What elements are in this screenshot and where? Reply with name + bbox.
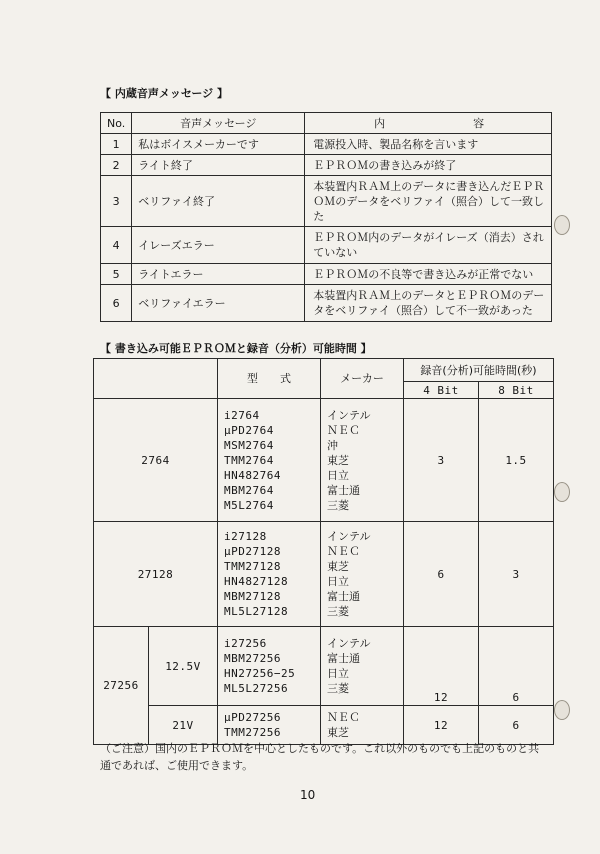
time-8bit: 1.5 — [479, 399, 554, 522]
row-no: 2 — [101, 155, 132, 176]
time-4bit: 12 — [404, 627, 479, 706]
table-row — [101, 176, 552, 227]
time-8bit: 6 — [479, 706, 554, 745]
header-4bit: 4 Bit — [404, 382, 479, 399]
row-no: 4 — [101, 227, 132, 264]
row-no: 6 — [101, 285, 132, 322]
punch-hole-icon — [554, 215, 570, 235]
table-header-row — [94, 359, 554, 382]
section2-title: 【 書き込み可能ＥＰＲＯＭと録音（分析）可能時間 】 — [100, 342, 372, 355]
voltage-label: 21V — [149, 706, 218, 745]
row-no: 1 — [101, 134, 132, 155]
table-row — [101, 285, 552, 322]
voice-message-table — [100, 112, 552, 322]
eprom-types: i27256 MBM27256 HN27256−25 ML5L27256 — [218, 627, 321, 706]
eprom-types: μPD27256 TMM27256 — [218, 706, 321, 745]
row-content: ＥＰＲＯＭの書き込みが終了 — [305, 155, 552, 176]
header-voice-message: 音声メッセージ — [132, 113, 305, 134]
row-content: ＥＰＲＯＭの不良等で書き込みが正常でない — [305, 264, 552, 285]
header-time: 録音(分析)可能時間(秒) — [404, 359, 554, 382]
eprom-types: i27128 μPD27128 TMM27128 HN4827128 MBM27128 ML5L27128 — [218, 522, 321, 627]
row-voice: ライトエラー — [132, 264, 305, 285]
header-maker: メーカー — [321, 359, 404, 399]
eprom-makers: ＮＥＣ 東芝 — [321, 706, 404, 745]
eprom-makers: インテル ＮＥＣ 東芝 日立 富士通 三菱 — [321, 522, 404, 627]
table-row — [101, 264, 552, 285]
table-row — [94, 522, 554, 627]
page-number: 10 — [300, 788, 316, 802]
row-no: 5 — [101, 264, 132, 285]
header-8bit: 8 Bit — [479, 382, 554, 399]
punch-hole-icon — [554, 700, 570, 720]
row-voice: 私はボイスメーカーです — [132, 134, 305, 155]
usage-note: （ご注意）国内のＥＰＲＯＭを中心としたものです。これ以外のものでも上記のものと共通であれば、ご使用できます。 — [100, 742, 540, 772]
table-header-row — [101, 113, 552, 134]
time-4bit: 3 — [404, 399, 479, 522]
eprom-group-name: 27128 — [94, 522, 218, 627]
punch-hole-icon — [554, 482, 570, 502]
row-no: 3 — [101, 176, 132, 227]
header-type: 型 式 — [218, 359, 321, 399]
eprom-table — [93, 358, 554, 745]
time-8bit: 3 — [479, 522, 554, 627]
row-voice: ベリファイエラー — [132, 285, 305, 322]
row-content: 本装置内ＲＡＭ上のデータに書き込んだＥＰＲＯＭのデータをベリファイ（照合）して一致した — [305, 176, 552, 227]
header-no: No. — [101, 113, 132, 134]
header-blank — [94, 359, 218, 399]
eprom-makers: インテル ＮＥＣ 沖 東芝 日立 富士通 三菱 — [321, 399, 404, 522]
eprom-group-name: 27256 — [94, 627, 149, 745]
table-row — [101, 134, 552, 155]
row-voice: イレーズエラー — [132, 227, 305, 264]
eprom-types: i2764 μPD2764 MSM2764 TMM2764 HN482764 MBM2764 M5L2764 — [218, 399, 321, 522]
row-content: 電源投入時、製品名称を言います — [305, 134, 552, 155]
time-4bit: 12 — [404, 706, 479, 745]
header-content: 内 容 — [305, 113, 552, 134]
eprom-group-name: 2764 — [94, 399, 218, 522]
row-content: ＥＰＲＯＭ内のデータがイレーズ（消去）されていない — [305, 227, 552, 264]
eprom-makers: インテル 富士通 日立 三菱 — [321, 627, 404, 706]
table-row — [101, 227, 552, 264]
time-4bit: 6 — [404, 522, 479, 627]
time-8bit: 6 — [479, 627, 554, 706]
table-row — [94, 706, 554, 745]
row-voice: ベリファイ終了 — [132, 176, 305, 227]
table-row — [94, 399, 554, 522]
voltage-label: 12.5V — [149, 627, 218, 706]
section1-title: 【 内蔵音声メッセージ 】 — [100, 87, 228, 100]
row-content: 本装置内ＲＡＭ上のデータとＥＰＲＯＭのデータをベリファイ（照合）して不一致があった — [305, 285, 552, 322]
table-row — [101, 155, 552, 176]
table-row — [94, 627, 554, 706]
row-voice: ライト終了 — [132, 155, 305, 176]
